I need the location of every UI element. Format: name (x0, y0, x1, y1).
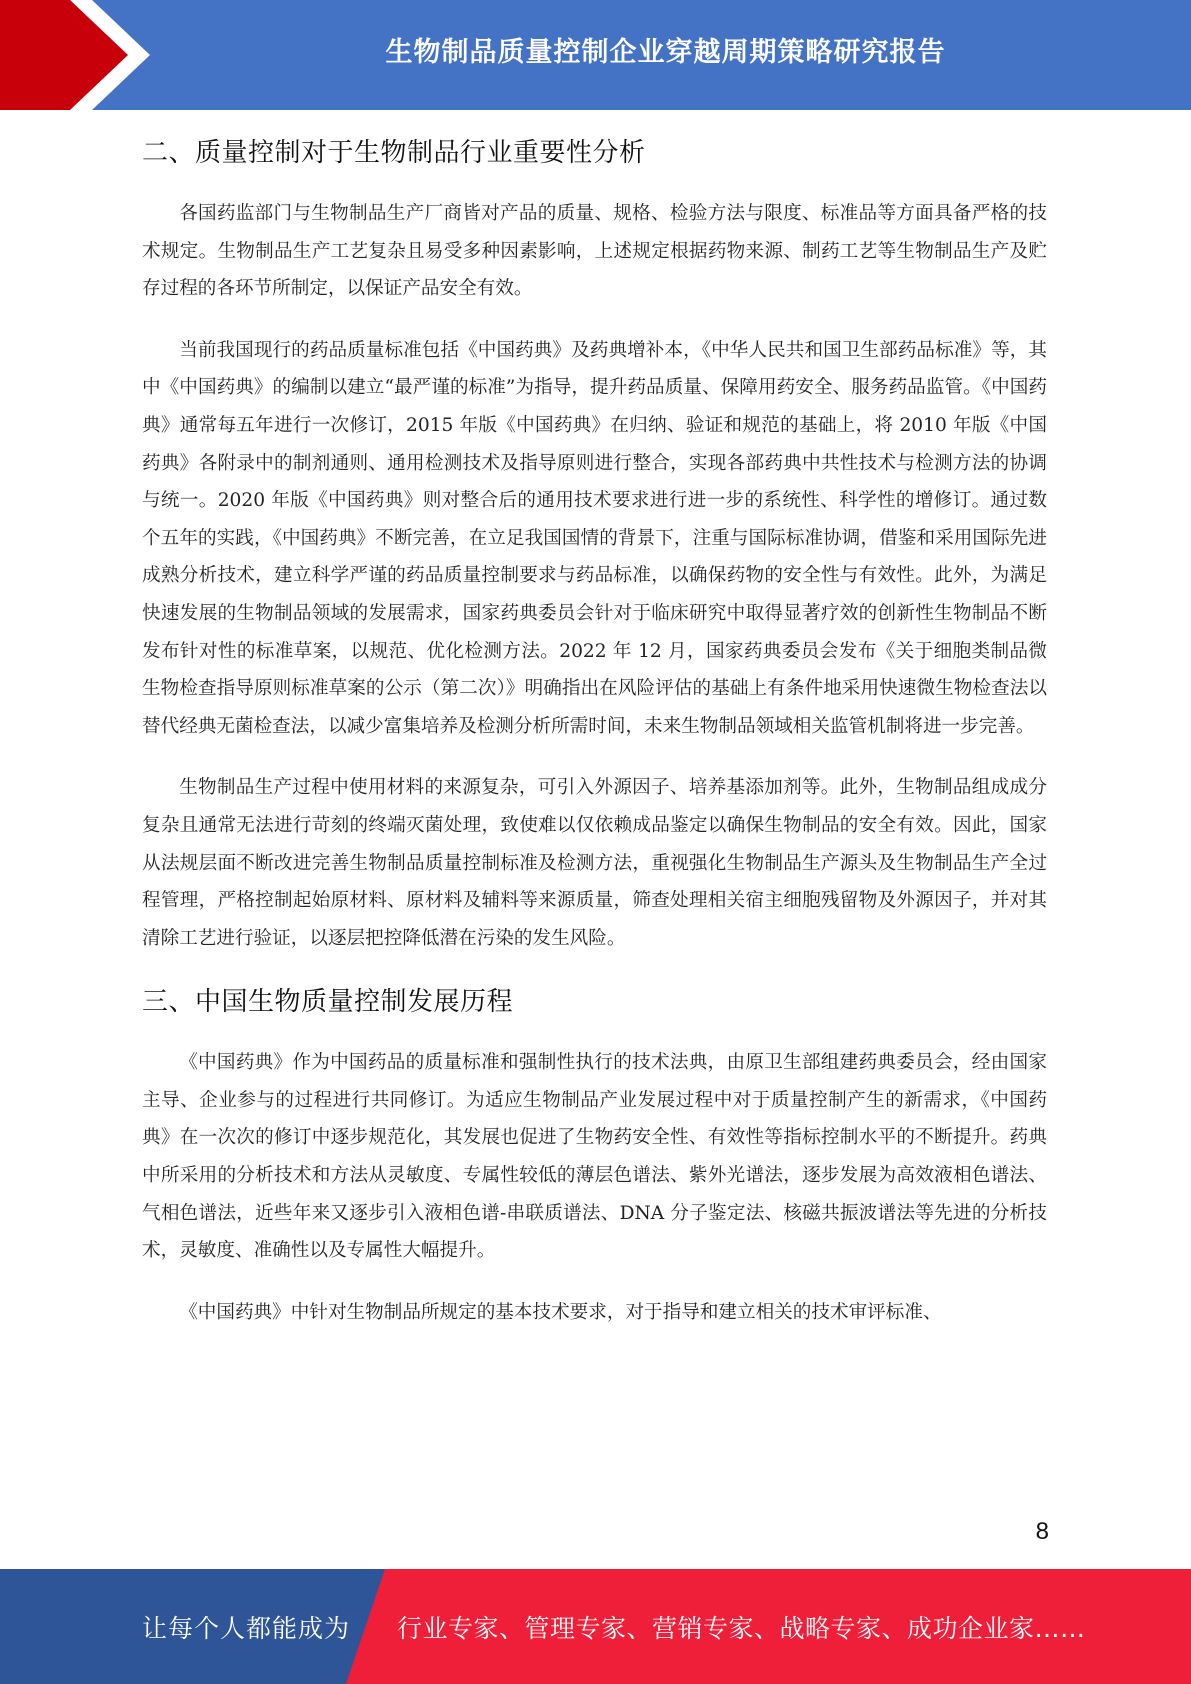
document-body (142, 120, 1047, 1355)
footer-slogan-right: 行业专家、管理专家、营销专家、战略专家、成功企业家…… (397, 1613, 1086, 1643)
section-heading-2: 二、质量控制对于生物制品行业重要性分析 (142, 138, 646, 168)
report-title: 生物制品质量控制企业穿越周期策略研究报告 (385, 36, 946, 68)
footer-banner (0, 1569, 1191, 1684)
paragraph: 各国药监部门与生物制品生产厂商皆对产品的质量、规格、检验方法与限度、标准品等方面具备严格的技术规定。生物制品生产工艺复杂且易受多种因素影响，上述规定根据药物来源、制药工艺等生物制品生产及贮存过程的各环节所制定，以保证产品安全有效。 (142, 203, 1047, 300)
paragraph: 当前我国现行的药品质量标准包括《中国药典》及药典增补本，《中华人民共和国卫生部药品标准》等，其中《中国药典》的编制以建立“最严谨的标准”为指导，提升药品质量、保障用药安全、服务药品监管。《中国药典》通常每五年进行一次修订，2015 年版《中国药典》在归纳、验证和规范的基础上，将 2010 年版《中国药典》各附录中的制剂通则、通用检测技术及指导原则进行整合，实现各部药典中共性技术与检测方法的协调与统一。2020 年版《中国药典》则对整合后的通用技术要求进行进一步的系统性、科学性的增修订。通过数个五年的实践，《中国药典》不断完善，在立足我国国情的背景下，注重与国际标准协调，借鉴和采用国际先进成熟分析技术，建立科学严谨的药品质量控制要求与药品标准，以确保药物的安全性与有效性。此外，为满足快速发展的生物制品领域的发展需求，国家药典委员会针对于临床研究中取得显著疗效的创新性生物制品不断发布针对性的标准草案，以规范、优化检测方法。2022 年 12 月，国家药典委员会发布《关于细胞类制品微生物检查指导原则标准草案的公示（第二次）》明确指出在风险评估的基础上有条件地采用快速微生物检查法以替代经典无菌检查法，以减少富集培养及检测分析所需时间，未来生物制品领域相关监管机制将进一步完善。 (142, 339, 1047, 737)
page-number: 8 (1035, 1518, 1049, 1545)
footer-slogan-left: 让每个人都能成为 (142, 1613, 351, 1643)
paragraph: 《中国药典》中针对生物制品所规定的基本技术要求，对于指导和建立相关的技术审评标准、 (179, 1301, 942, 1323)
header-bar (0, 0, 1191, 110)
paragraph: 《中国药典》作为中国药品的质量标准和强制性执行的技术法典，由原卫生部组建药典委员会，经由国家主导、企业参与的过程进行共同修订。为适应生物制品产业发展过程中对于质量控制产生的新需求，《中国药典》在一次次的修订中逐步规范化，其发展也促进了生物药安全性、有效性等指标控制水平的不断提升。药典中所采用的分析技术和方法从灵敏度、专属性较低的薄层色谱法、紫外光谱法，逐步发展为高效液相色谱法、气相色谱法，近些年来又逐步引入液相色谱-串联质谱法、DNA 分子鉴定法、核磁共振波谱法等先进的分析技术，灵敏度、准确性以及专属性大幅提升。 (142, 1052, 1047, 1262)
paragraph: 生物制品生产过程中使用材料的来源复杂，可引入外源因子、培养基添加剂等。此外，生物制品组成成分复杂且通常无法进行苛刻的终端灭菌处理，致使难以仅依赖成品鉴定以确保生物制品的安全有效。因此，国家从法规层面不断改进完善生物制品质量控制标准及检测方法，重视强化生物制品生产源头及生物制品生产全过程管理，严格控制起始原材料、原材料及辅料等来源质量，筛查处理相关宿主细胞残留物及外源因子，并对其清除工艺进行验证，以逐层把控降低潜在污染的发生风险。 (142, 777, 1047, 949)
header-arrow-decoration (0, 0, 150, 110)
section-heading-3: 三、中国生物质量控制发展历程 (142, 987, 514, 1018)
